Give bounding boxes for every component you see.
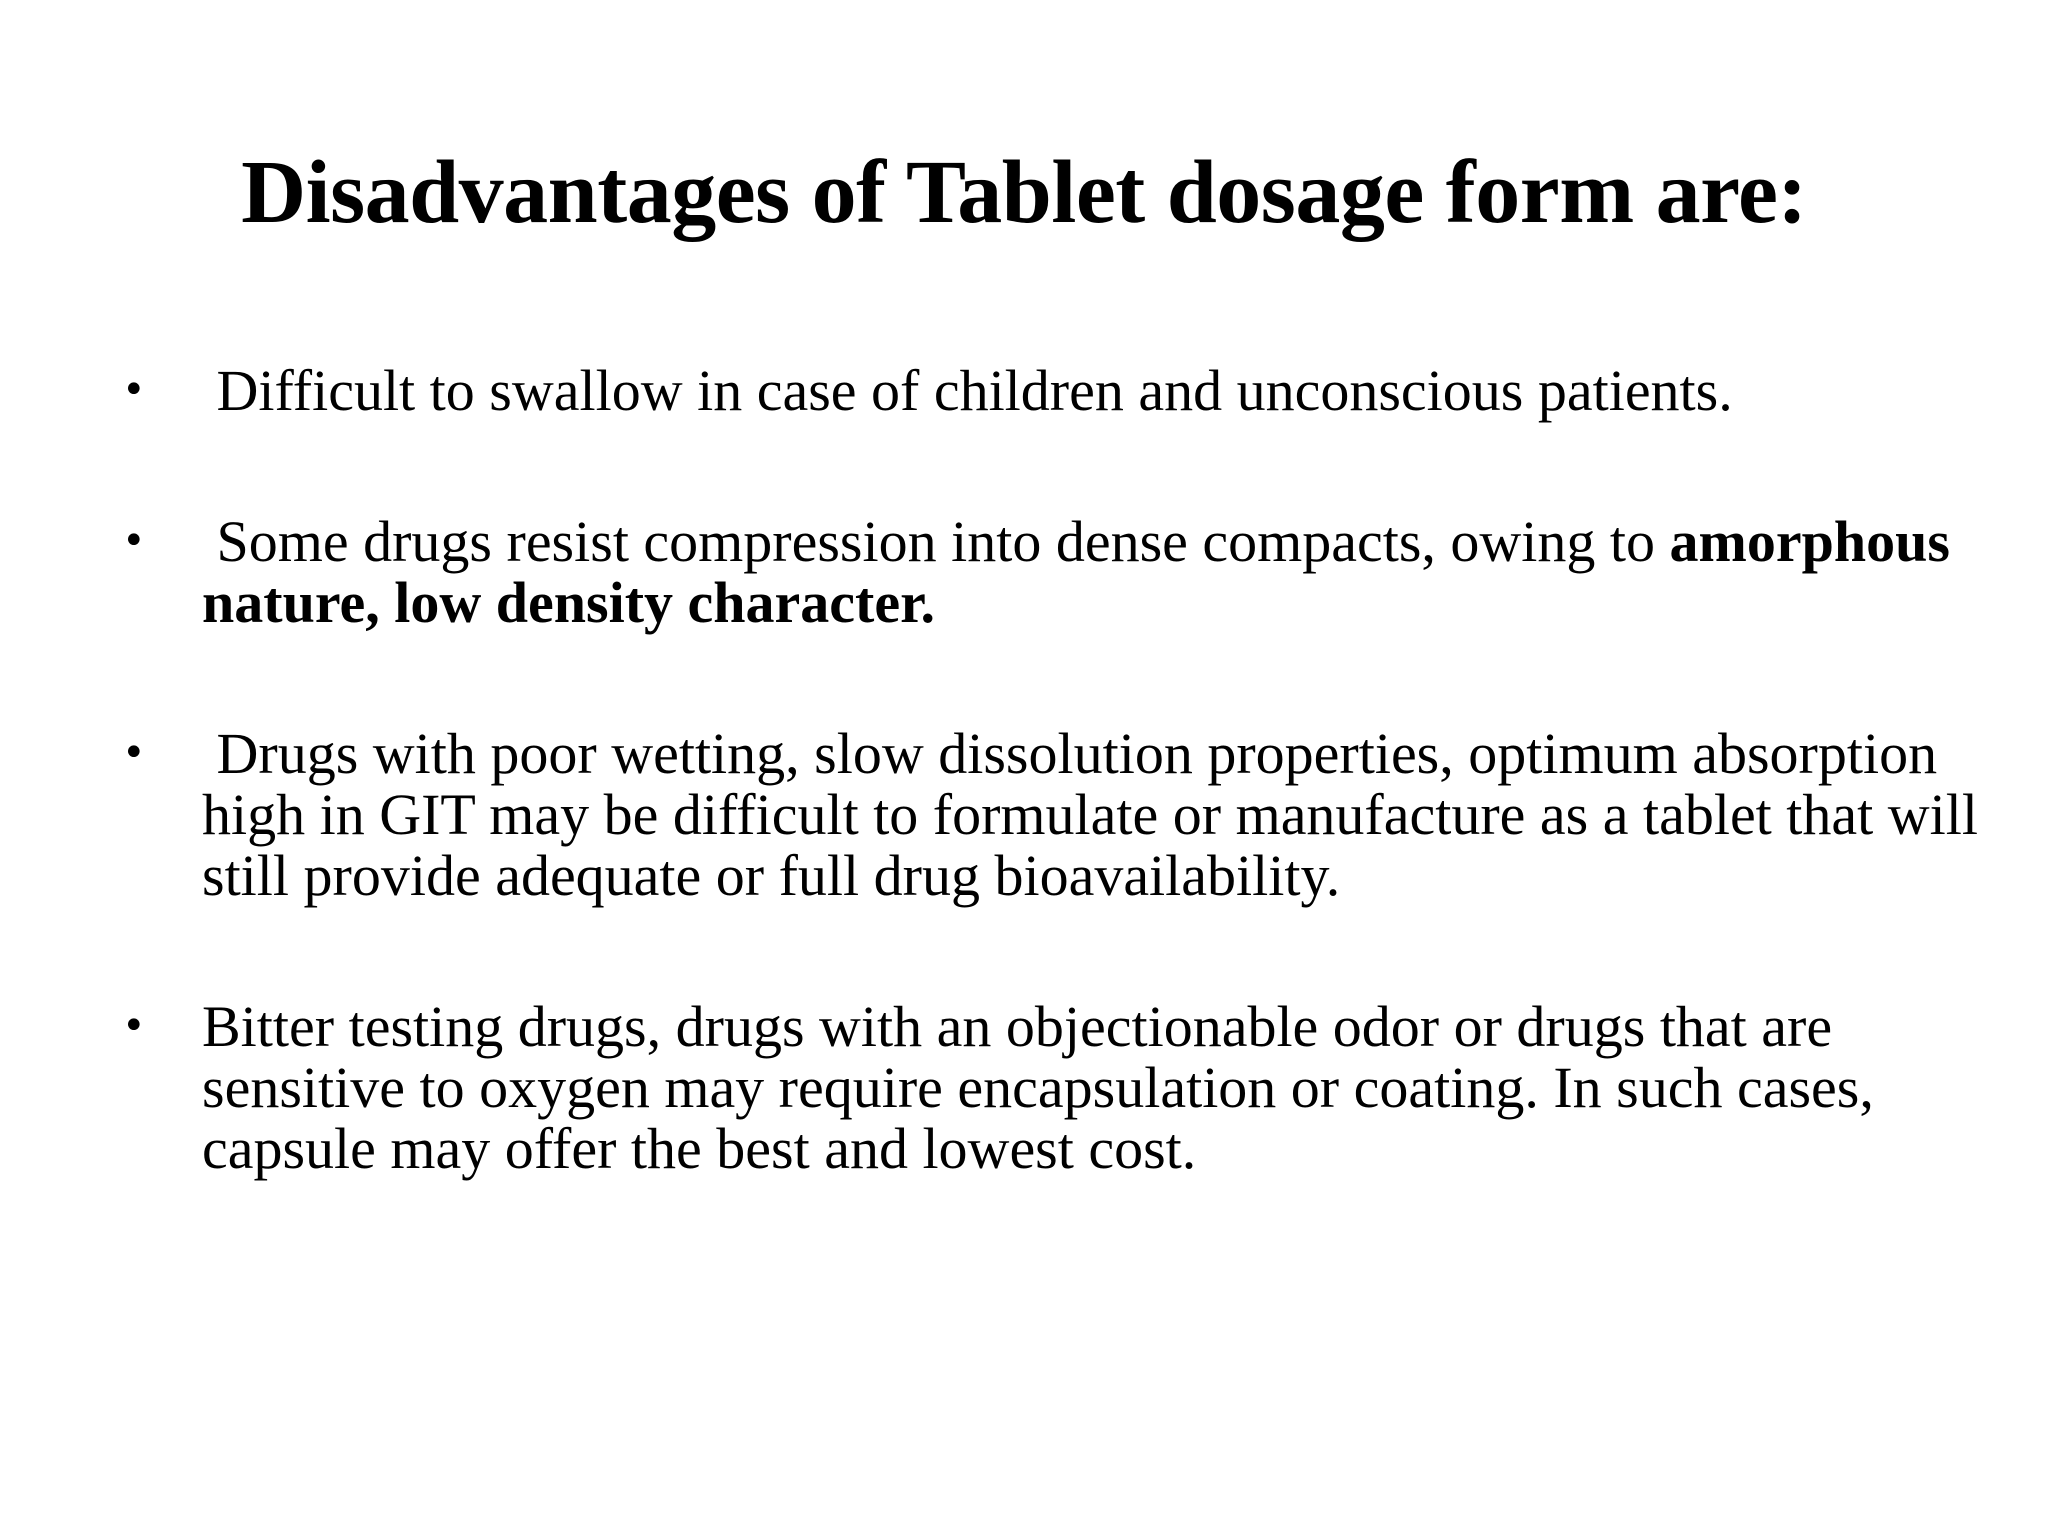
bullet-icon: •: [122, 1003, 146, 1049]
bullet-item-swallowing: [120, 360, 1980, 421]
bullet-text: Drugs with poor wetting, slow dissolution properties, optimum absorption high in GIT may be difficult to formulate or manufacture as a tablet that will still provide adequate or full drug bioavailability.: [202, 721, 1993, 908]
bullet-item-compression: [120, 511, 1980, 633]
bullet-icon: •: [122, 730, 146, 776]
bullet-text: Some drugs resist compression into dense compacts, owing to: [202, 509, 1670, 574]
slide-title: Disadvantages of Tablet dosage form are:: [241, 143, 1807, 242]
bullet-list: [120, 358, 1993, 1181]
bullet-text: Difficult to swallow in case of children and unconscious patients.: [202, 358, 1733, 423]
bullet-icon: •: [122, 367, 146, 413]
bullet-item-bitter-drugs: [120, 996, 1980, 1179]
bullet-icon: •: [122, 518, 146, 564]
bullet-text: Bitter testing drugs, drugs with an objectionable odor or drugs that are sensitive to oxygen may require encapsulation or coating. In such cases, capsule may offer the best and lowest cost.: [202, 994, 1874, 1181]
bullet-bold-text: amorphous nature, low density character.: [202, 509, 1950, 635]
bullet-item-bioavailability: [120, 721, 1993, 908]
